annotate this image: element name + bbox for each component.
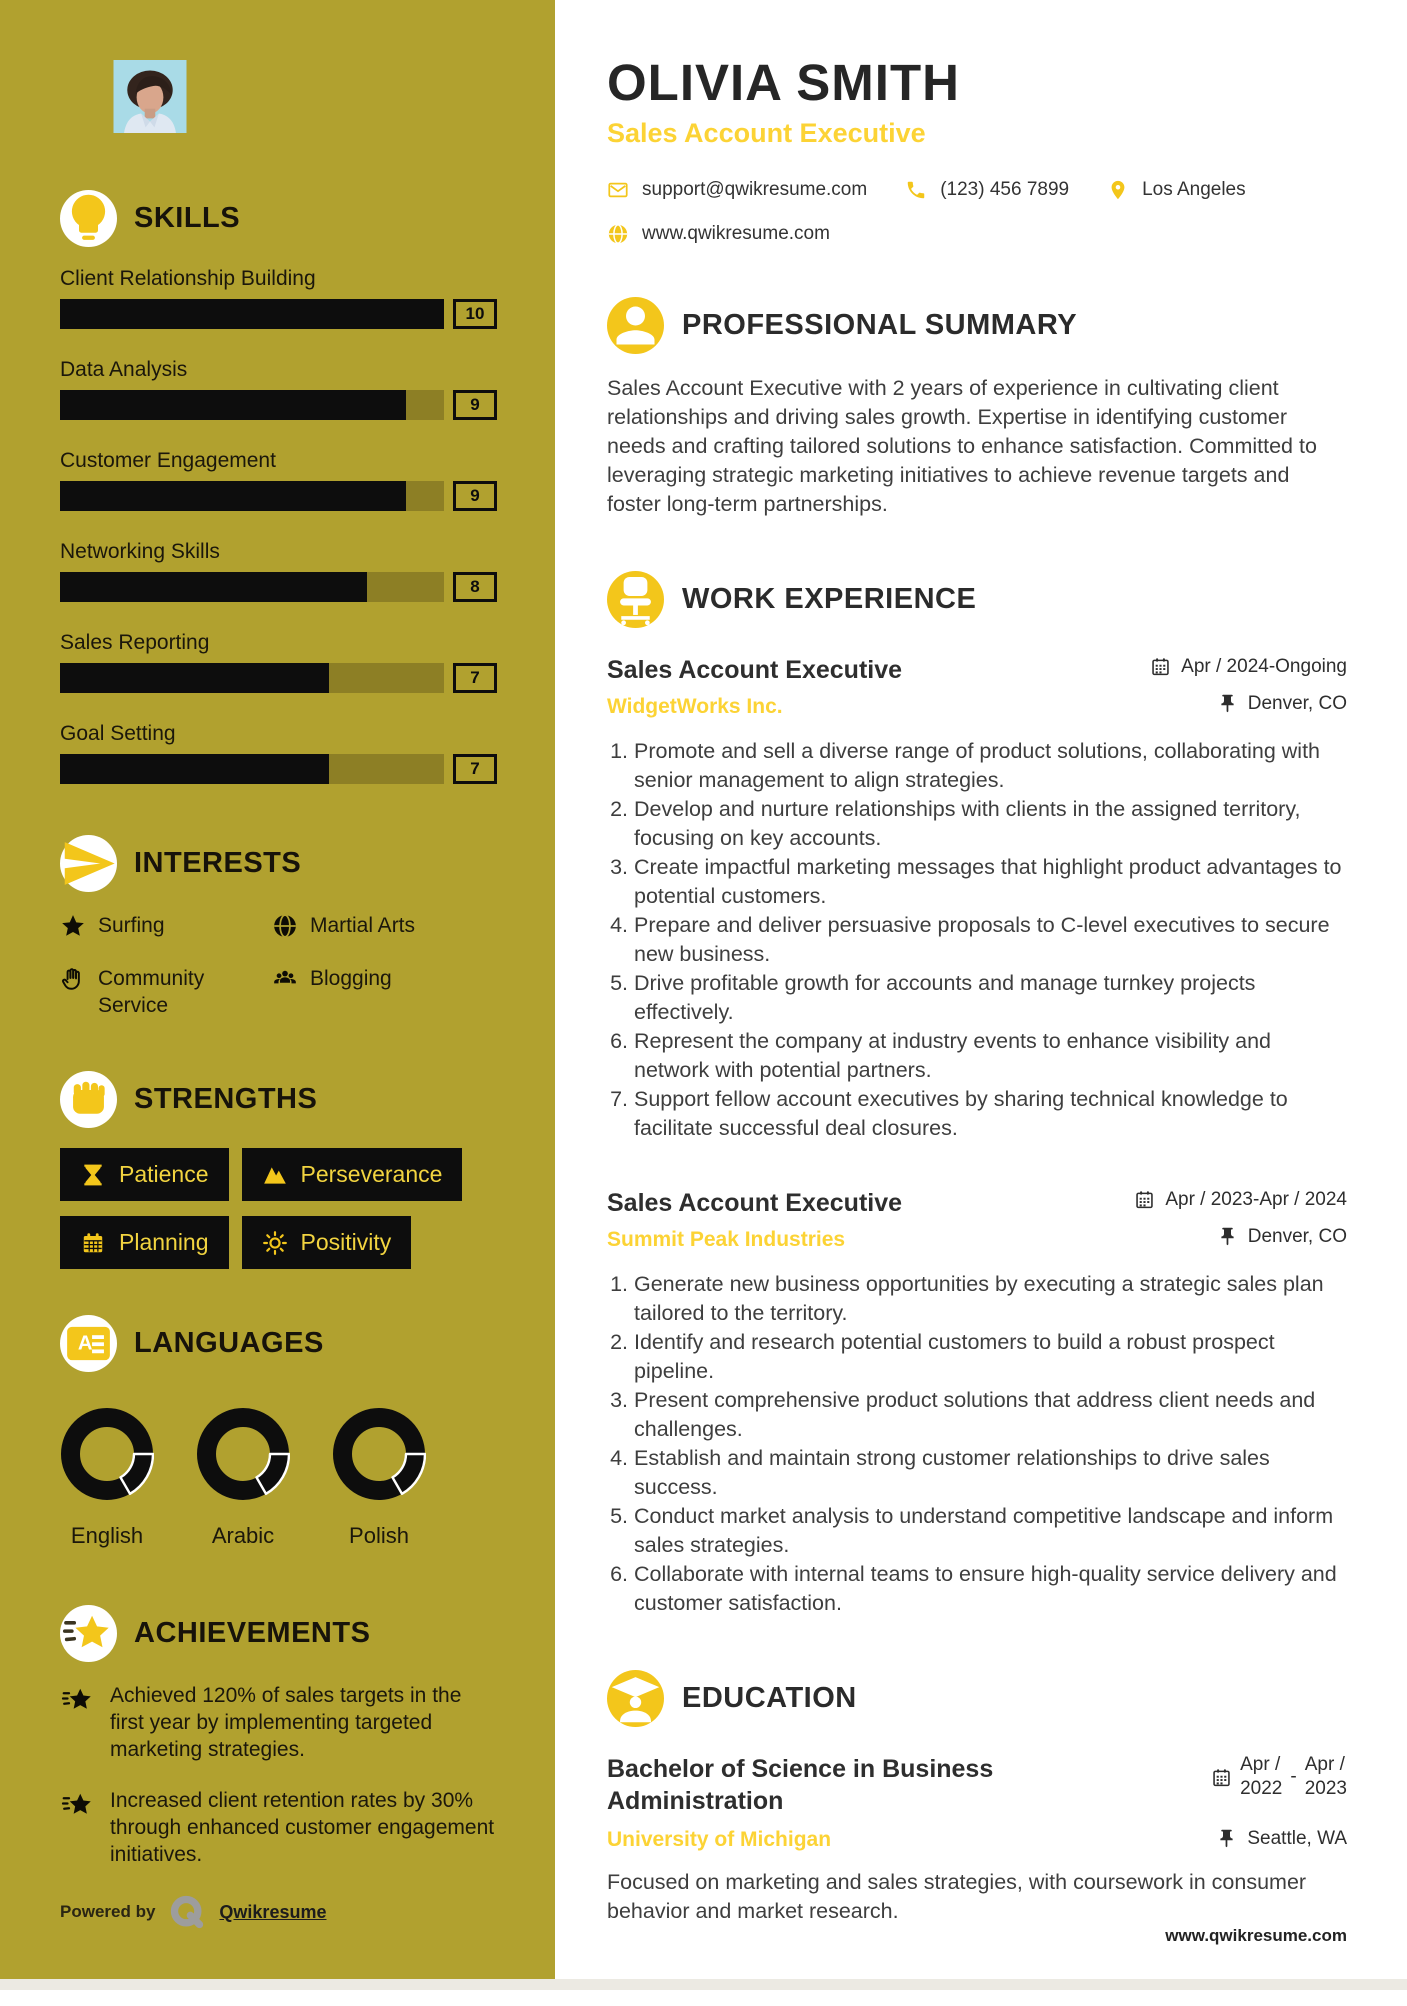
summary-text: Sales Account Executive with 2 years of experience in cultivating client relationships and driving sales growth. Expertise in identifying customer needs and crafting tailored solutions to enhance satisfaction. Committed to leveraging strategic marketing initiatives to achieve revenue targets and foster long-term partnerships. (607, 374, 1331, 519)
job-company: Summit Peak Industries (607, 1228, 845, 1252)
strength-chip (60, 1216, 229, 1269)
language-name: Polish (349, 1523, 409, 1549)
achievement-item (60, 1787, 497, 1868)
skills-title: SKILLS (134, 202, 240, 235)
job-date-text: Apr / 2023-Apr / 2024 (1165, 1189, 1347, 1211)
fist-icon (60, 1071, 117, 1128)
graduate-icon (607, 1670, 664, 1727)
education-location-text: Seattle, WA (1247, 1828, 1347, 1850)
skill-value-badge: 9 (453, 390, 497, 420)
interest-label: Blogging (310, 965, 392, 1019)
interest-label: Surfing (98, 912, 165, 939)
skill-bar-track (60, 754, 444, 784)
job-location (1217, 1226, 1347, 1248)
skill-bar-track (60, 481, 444, 511)
calendar-icon (80, 1230, 106, 1256)
contact-website (607, 223, 830, 245)
shooting-star-bullet-icon (60, 1682, 96, 1718)
strengths-title: STRENGTHS (134, 1083, 317, 1116)
language-donut-chart (332, 1407, 426, 1501)
interest-item (272, 965, 497, 1019)
skill-bar-track (60, 299, 444, 329)
achievement-text: Increased client retention rates by 30% through enhanced customer engagement initiatives. (110, 1787, 497, 1868)
experience-section-header (607, 571, 1347, 628)
education-start-date: Apr / 2022 (1240, 1753, 1282, 1802)
language-name: English (71, 1523, 143, 1549)
paper-plane-icon (60, 835, 117, 892)
mountain-icon (262, 1162, 288, 1188)
star-icon (60, 913, 86, 939)
lightbulb-icon (60, 190, 117, 247)
job-bullet: 6. Represent the company at industry events to enhance visibility and network with potential partners. (634, 1027, 1347, 1085)
shooting-star-bullet-icon (60, 1787, 96, 1823)
date-separator: - (1290, 1766, 1296, 1788)
job-location-text: Denver, CO (1248, 693, 1347, 715)
skill-row (60, 358, 497, 420)
skill-bar-fill (60, 754, 329, 784)
qwikresume-logo-icon (167, 1892, 207, 1932)
skill-label: Networking Skills (60, 540, 497, 564)
contact-row (607, 223, 1347, 245)
language-item (60, 1407, 154, 1549)
interest-label: Martial Arts (310, 912, 415, 939)
pushpin-icon (1217, 1226, 1238, 1247)
email-text: support@qwikresume.com (642, 179, 867, 201)
sidebar (0, 0, 555, 1990)
skill-label: Goal Setting (60, 722, 497, 746)
summary-title: PROFESSIONAL SUMMARY (682, 309, 1077, 342)
job-bullet: 7. Support fellow account executives by sharing technical knowledge to facilitate successful deal closures. (634, 1085, 1347, 1143)
job-bullet-list (607, 737, 1347, 1143)
skill-bar-track (60, 663, 444, 693)
shooting-star-icon (60, 1605, 117, 1662)
achievement-text: Achieved 120% of sales targets in the first year by implementing targeted marketing strategies. (110, 1682, 497, 1763)
skill-row (60, 267, 497, 329)
strength-chip (242, 1148, 463, 1201)
language-name: Arabic (212, 1523, 274, 1549)
education-location (1216, 1828, 1347, 1850)
skill-bar-track (60, 390, 444, 420)
skill-label: Customer Engagement (60, 449, 497, 473)
language-donut-chart (196, 1407, 290, 1501)
skill-value-badge: 8 (453, 572, 497, 602)
resume-main (555, 0, 1407, 1990)
page-bottom-strip (0, 1979, 1407, 1990)
website-text: www.qwikresume.com (642, 223, 830, 245)
job-bullet: 5. Drive profitable growth for accounts and manage turnkey projects effectively. (634, 969, 1347, 1027)
interest-item (272, 912, 497, 939)
contact-row (607, 179, 1347, 201)
qwikresume-link[interactable]: Qwikresume (219, 1902, 326, 1923)
language-item (332, 1407, 426, 1549)
strength-label: Perseverance (301, 1161, 443, 1188)
interests-list (60, 912, 497, 1019)
job-bullet: 4. Prepare and deliver persuasive proposals to C-level executives to secure new business. (634, 911, 1347, 969)
people-icon (272, 966, 298, 992)
hourglass-icon (80, 1162, 106, 1188)
experience-title: WORK EXPERIENCE (682, 583, 976, 616)
strength-chip (242, 1216, 412, 1269)
person-job-title: Sales Account Executive (607, 118, 1347, 149)
skill-bar-fill (60, 572, 367, 602)
job-bullet: 3. Create impactful marketing messages that highlight product advantages to potential customers. (634, 853, 1347, 911)
job-bullet: 2. Identify and research potential customers to build a robust prospect pipeline. (634, 1328, 1347, 1386)
skill-label: Sales Reporting (60, 631, 497, 655)
language-card-icon (60, 1315, 117, 1372)
skill-label: Data Analysis (60, 358, 497, 382)
skill-row (60, 631, 497, 693)
job-bullet: 6. Collaborate with internal teams to ensure high-quality service delivery and customer satisfaction. (634, 1560, 1347, 1618)
job-bullet: 3. Present comprehensive product solutions that address client needs and challenges. (634, 1386, 1347, 1444)
job-bullet: 2. Develop and nurture relationships with clients in the assigned territory, focusing on key accounts. (634, 795, 1347, 853)
pushpin-icon (1216, 1828, 1237, 1849)
languages-list (60, 1407, 497, 1549)
job-bullet: 1. Generate new business opportunities by executing a strategic sales plan tailored to the territory. (634, 1270, 1347, 1328)
skill-bar-fill (60, 390, 406, 420)
education-end-date: Apr / 2023 (1305, 1753, 1347, 1802)
skill-value-badge: 7 (453, 663, 497, 693)
school-name: University of Michigan (607, 1828, 831, 1852)
skill-bar-fill (60, 299, 444, 329)
job-title: Sales Account Executive (607, 656, 902, 685)
skill-value-badge: 10 (453, 299, 497, 329)
location-text: Los Angeles (1142, 179, 1246, 201)
skill-bar-track (60, 572, 444, 602)
job-date (1150, 656, 1347, 678)
job-title: Sales Account Executive (607, 1189, 902, 1218)
achievements-list (60, 1682, 497, 1892)
skill-row (60, 540, 497, 602)
job-bullet: 5. Conduct market analysis to understand competitive landscape and inform sales strategies. (634, 1502, 1347, 1560)
skill-bar-fill (60, 481, 406, 511)
hand-icon (60, 966, 86, 992)
job-location (1217, 693, 1347, 715)
language-donut-chart (60, 1407, 154, 1501)
svg-text:A: A (78, 1332, 93, 1354)
education-title: EDUCATION (682, 1682, 857, 1715)
phone-icon (905, 179, 927, 201)
achievements-section-header (60, 1605, 497, 1662)
achievement-item (60, 1682, 497, 1763)
languages-title: LANGUAGES (134, 1327, 324, 1360)
interests-title: INTERESTS (134, 847, 301, 880)
job-company: WidgetWorks Inc. (607, 695, 783, 719)
experience-section (607, 571, 1347, 1618)
skill-row (60, 449, 497, 511)
language-item (196, 1407, 290, 1549)
envelope-icon (607, 179, 629, 201)
education-section (607, 1670, 1347, 1926)
job-bullet-list (607, 1270, 1347, 1618)
globe-icon (607, 223, 629, 245)
skill-value-badge: 9 (453, 481, 497, 511)
strengths-list (60, 1148, 497, 1269)
interests-section-header (60, 835, 497, 892)
job-entry (607, 1189, 1347, 1618)
skill-value-badge: 7 (453, 754, 497, 784)
job-entry (607, 656, 1347, 1143)
skills-section-header (60, 190, 497, 247)
interest-item (60, 912, 272, 939)
profile-photo (60, 60, 240, 133)
strength-label: Positivity (301, 1229, 392, 1256)
pushpin-icon (1217, 693, 1238, 714)
skill-row (60, 722, 497, 784)
globe-icon (272, 913, 298, 939)
sun-icon (262, 1230, 288, 1256)
skill-bar-fill (60, 663, 329, 693)
page-footer-website: www.qwikresume.com (607, 1926, 1347, 2006)
office-chair-icon (607, 571, 664, 628)
person-name: OLIVIA SMITH (607, 56, 1347, 110)
job-bullet: 1. Promote and sell a diverse range of product solutions, collaborating with senior management to align strategies. (634, 737, 1347, 795)
job-location-text: Denver, CO (1248, 1226, 1347, 1248)
education-text: Focused on marketing and sales strategies, with coursework in consumer behavior and market research. (607, 1868, 1347, 1926)
skills-list (60, 267, 497, 813)
powered-by-label: Powered by (60, 1902, 155, 1922)
strength-chip (60, 1148, 229, 1201)
languages-section-header (60, 1315, 497, 1372)
education-section-header (607, 1670, 1347, 1727)
job-bullet: 4. Establish and maintain strong customer relationships to drive sales success. (634, 1444, 1347, 1502)
education-date (1211, 1753, 1347, 1802)
interest-label: Community Service (98, 965, 272, 1019)
contact-location (1107, 179, 1246, 201)
job-date (1134, 1189, 1347, 1211)
summary-section (607, 297, 1347, 519)
job-date-text: Apr / 2024-Ongoing (1181, 656, 1347, 678)
contact-email (607, 179, 867, 201)
skill-label: Client Relationship Building (60, 267, 497, 291)
summary-section-header (607, 297, 1347, 354)
strength-label: Patience (119, 1161, 209, 1188)
phone-text: (123) 456 7899 (940, 179, 1069, 201)
achievements-title: ACHIEVEMENTS (134, 1617, 370, 1650)
person-icon (607, 297, 664, 354)
calendar-icon (1134, 1189, 1155, 1210)
powered-by (60, 1892, 497, 1990)
calendar-icon (1211, 1767, 1232, 1788)
strength-label: Planning (119, 1229, 209, 1256)
interest-item (60, 965, 272, 1019)
strengths-section-header (60, 1071, 497, 1128)
map-pin-icon (1107, 179, 1129, 201)
degree-title: Bachelor of Science in Business Administration (607, 1753, 1127, 1818)
contact-phone (905, 179, 1069, 201)
calendar-icon (1150, 656, 1171, 677)
